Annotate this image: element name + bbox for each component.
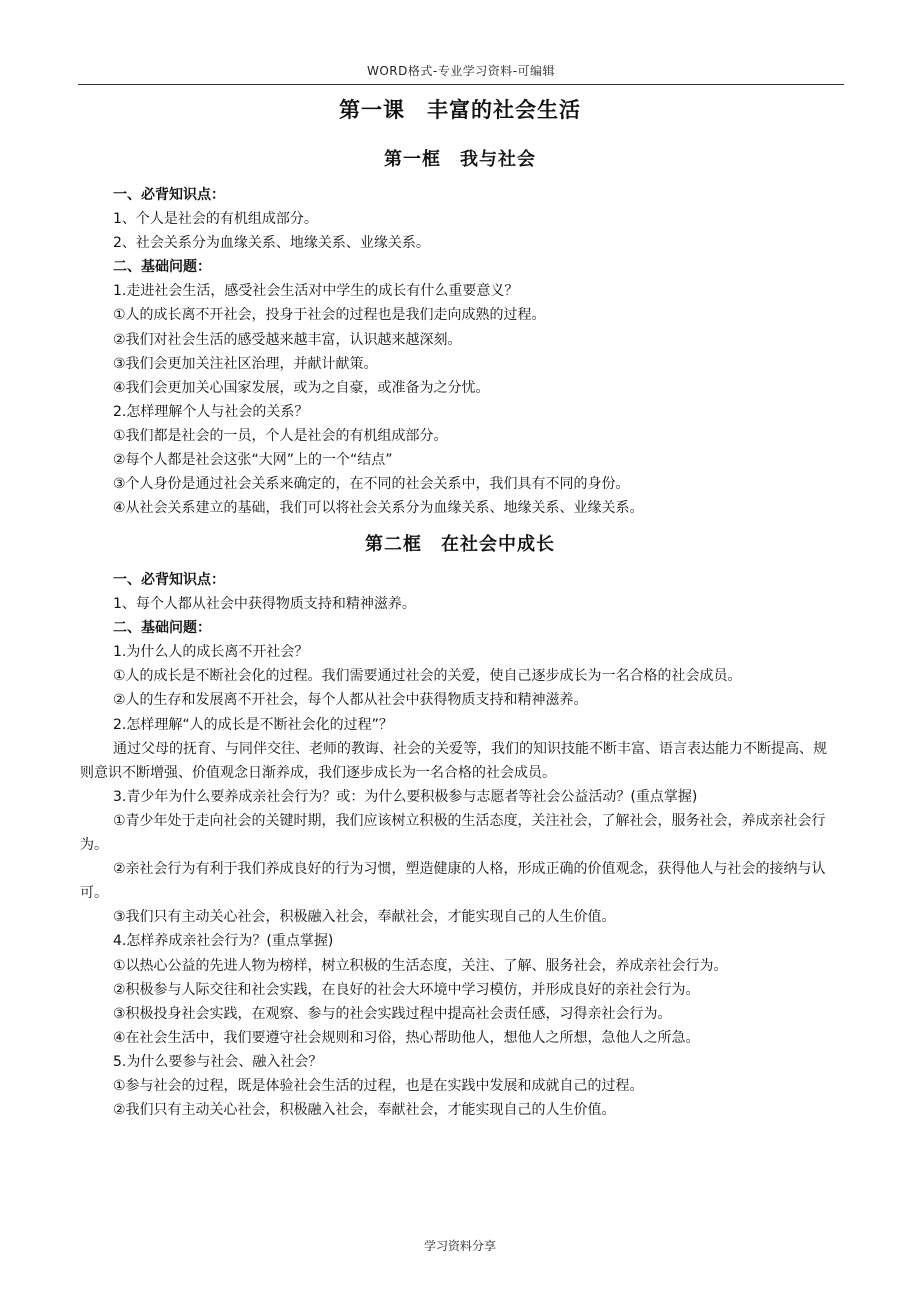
text-line: ①我们都是社会的一员，个人是社会的有机组成部分。 [113, 427, 448, 444]
text-line: ③个人身份是通过社会关系来确定的，在不同的社会关系中，我们具有不同的身份。 [113, 476, 630, 493]
paragraph: ①人的成长是不断社会化的过程。我们需要通过社会的关爱，使自己逐步成长为一名合格的社会成员。 [113, 668, 742, 685]
text-line: ④从社会关系建立的基础，我们可以将社会关系分为血缘关系、地缘关系、业缘关系。 [113, 500, 644, 517]
text-line: 5.为什么要参与社会、融入社会？ [113, 1053, 323, 1070]
text-line: 1、每个人都从社会中获得物质支持和精神滋养。 [113, 596, 416, 613]
text-line: ④我们会更加关心国家发展，或为之自豪，或准备为之分忧。 [113, 379, 490, 396]
text-line: ②我们对社会生活的感受越来越丰富，认识越来越深刻。 [113, 331, 462, 348]
lesson-title: 第一课 丰富的社会生活 [339, 98, 581, 122]
section1-body [80, 183, 832, 520]
text-line: ③积极投身社会实践，在观察、参与的社会实践过程中提高社会责任感，习得亲社会行为。 [113, 1005, 672, 1022]
text-line: 二、基础问题： [113, 620, 211, 637]
paragraph: ②亲社会行为有利于我们养成良好的行为习惯，塑造健康的人格，形成正确的价值观念，获得他人与社会的接纳与认可。 [80, 861, 826, 902]
text-line: 一、必背知识点： [113, 187, 225, 203]
text-line: ②我们只有主动关心社会，积极融入社会，奉献社会，才能实现自己的人生价值。 [113, 1102, 616, 1119]
paragraph: 2.怎样理解“人的成长是不断社会化的过程”？ [113, 716, 393, 733]
text-line: ②积极参与人际交往和社会实践，在良好的社会大环境中学习模仿，并形成良好的亲社会行为。 [113, 981, 700, 998]
text-line: ④在社会生活中，我们要遵守社会规则和习俗，热心帮助他人，想他人之所想，急他人之所急。 [113, 1029, 700, 1046]
text-line: 1.为什么人的成长离不开社会？ [113, 644, 309, 661]
text-line: ②每个人都是社会这张“大网”上的一个“结点” [113, 452, 393, 469]
page-header: WORD格式-专业学习资料-可编辑 [366, 64, 556, 78]
section1-title: 第一框 我与社会 [384, 149, 536, 170]
text-line: 1、个人是社会的有机组成部分。 [113, 211, 318, 228]
header-rule [78, 84, 844, 85]
text-line: 一、必背知识点： [113, 572, 225, 588]
text-line: ③我们会更加关注社区治理，并献计献策。 [113, 355, 378, 372]
page-footer: 学习资料分享 [423, 1239, 496, 1253]
paragraph: ③我们只有主动关心社会，积极融入社会，奉献社会，才能实现自己的人生价值。 [113, 909, 616, 926]
text-line: 2.怎样理解个人与社会的关系？ [113, 403, 309, 420]
section2-title: 第二框 在社会中成长 [365, 534, 555, 555]
paragraph: 通过父母的抚育、与同伴交往、老师的教诲、社会的关爱等，我们的知识技能不断丰富、语言表达能力不断提高、规则意识不断增强、价值观念日渐养成，我们逐步成长为一名合格的社会成员。 [80, 740, 827, 781]
text-line: 二、基础问题： [113, 259, 211, 276]
section2-body [80, 568, 832, 1122]
text-line: 1.走进社会生活，感受社会生活对中学生的成长有什么重要意义？ [113, 283, 519, 300]
paragraph: 3.青少年为什么要养成亲社会行为？或：为什么要积极参与志愿者等社会公益活动？(重点掌握) [113, 788, 698, 805]
paragraph: ②人的生存和发展离不开社会，每个人都从社会中获得物质支持和精神滋养。 [113, 692, 588, 709]
paragraph: ①青少年处于走向社会的关键时期，我们应该树立积极的生活态度，关注社会，了解社会，服务社会，养成亲社会行为。 [80, 812, 826, 854]
text-line: ①参与社会的过程，既是体验社会生活的过程，也是在实践中发展和成就自己的过程。 [113, 1077, 644, 1094]
text-line: ①以热心公益的先进人物为榜样，树立积极的生活态度，关注、了解、服务社会，养成亲社会行为。 [113, 957, 728, 974]
text-line: 2、社会关系分为血缘关系、地缘关系、业缘关系。 [113, 235, 430, 252]
text-line: ①人的成长离不开社会，投身于社会的过程也是我们走向成熟的过程。 [113, 307, 546, 324]
text-line: 4.怎样养成亲社会行为？(重点掌握) [113, 933, 334, 950]
